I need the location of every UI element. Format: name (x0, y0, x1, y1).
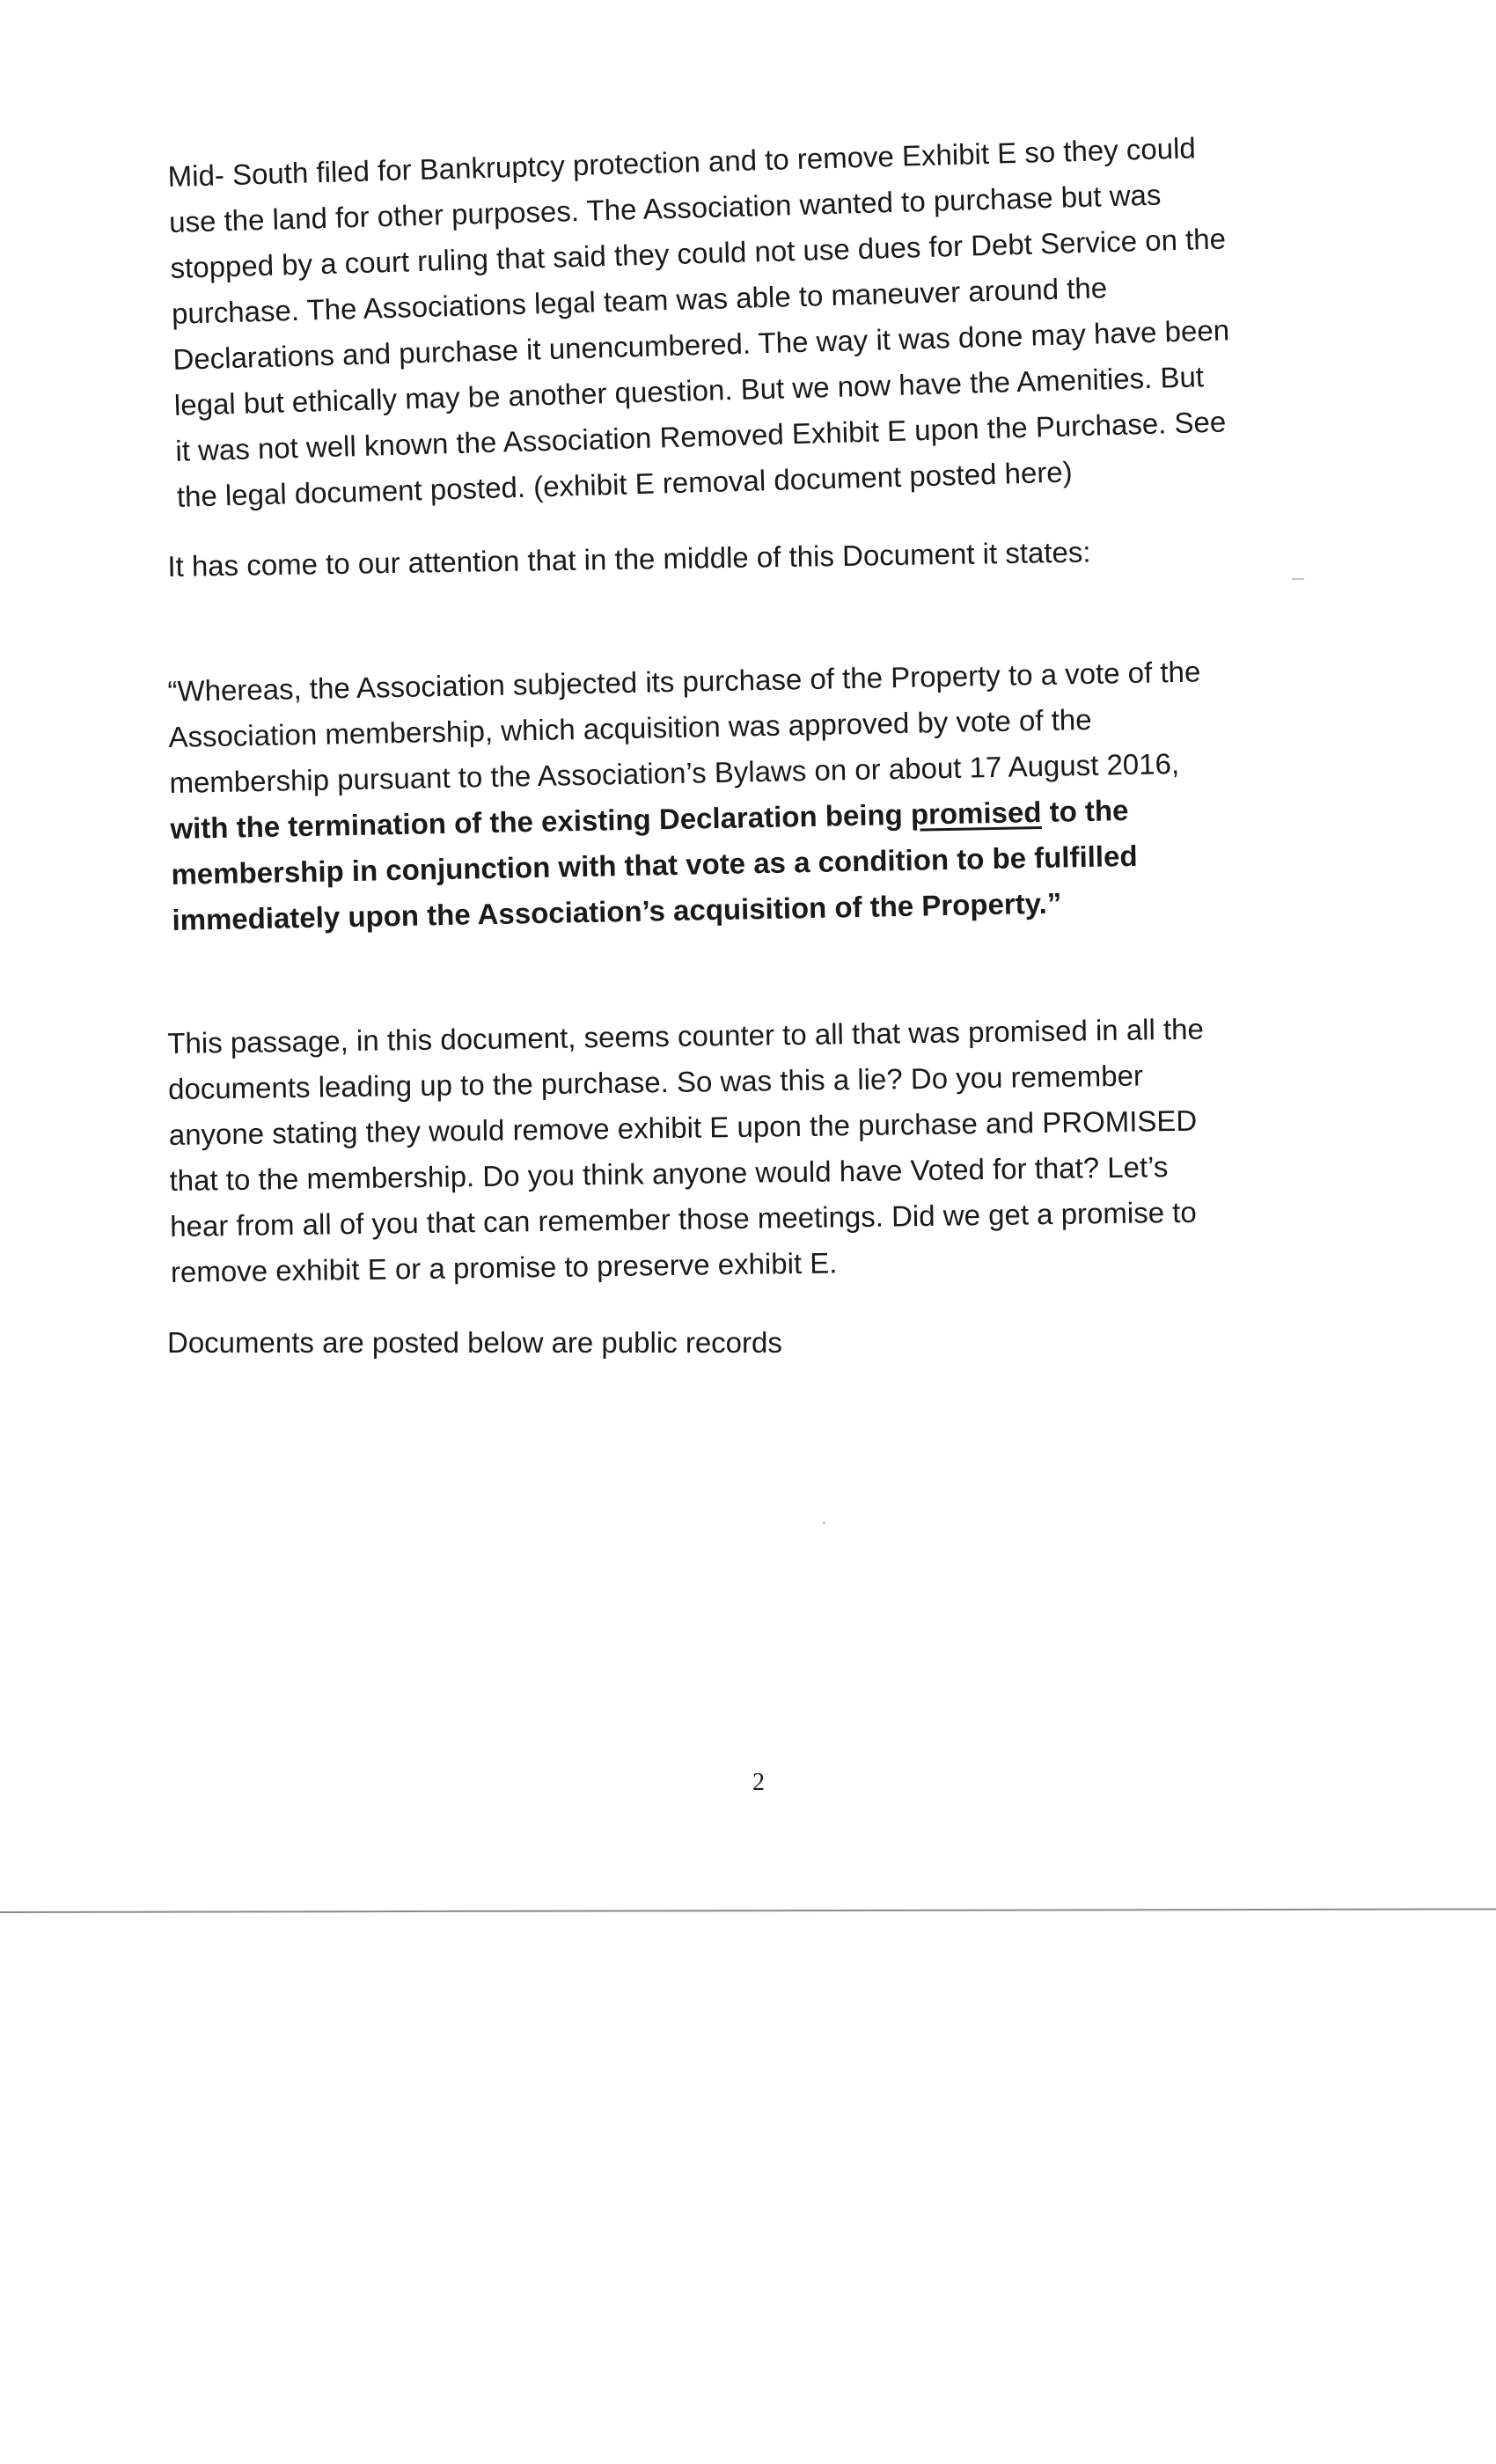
quote-bold-text: with the termination of the existing Declaration being (170, 797, 912, 845)
quote-line: membership pursuant to the Association’s Bylaws on or about 17 August 2016, (169, 746, 1180, 799)
scan-speck (1292, 578, 1304, 580)
text-line: legal but ethically may be another question. But we now have the Amenities. But (173, 360, 1205, 422)
scan-page-edge (0, 1908, 1496, 1913)
paragraph-bankruptcy (167, 121, 1347, 520)
text-line: remove exhibit E or a promise to preserve exhibit E. (170, 1246, 838, 1288)
text-line: Declarations and purchase it unencumbered. The way it was done may have been (172, 313, 1230, 376)
quote-bold-line: immediately upon the Association’s acquisition of the Property.” (172, 886, 1062, 936)
text-line: It has come to our attention that in the middle of this Document it states: (167, 535, 1091, 583)
text-line: Mid- South filed for Bankruptcy protection and to remove Exhibit E so they could (167, 131, 1197, 193)
paragraph-public-records (167, 1320, 1338, 1366)
paragraph-passage-counter (167, 1004, 1341, 1295)
promised-underlined-word: promised (910, 795, 1042, 831)
quoted-passage (167, 646, 1343, 942)
quote-line: Association membership, which acquisition was approved by vote of the (168, 702, 1092, 753)
page-number: 2 (752, 1769, 765, 1796)
paragraph-attention (167, 525, 1338, 590)
text-line: anyone stating they would remove exhibit E upon the purchase and PROMISED (168, 1104, 1198, 1151)
quote-bold-text: to the (1041, 794, 1129, 828)
text-line: Documents are posted below are public records (167, 1326, 782, 1359)
text-line: the legal document posted. (exhibit E removal document posted here) (176, 455, 1074, 513)
text-line: hear from all of you that can remember those meetings. Did we get a promise to (170, 1195, 1197, 1243)
text-line: use the land for other purposes. The Association wanted to purchase but was (168, 178, 1162, 238)
text-line: purchase. The Associations legal team was able to maneuver around the (171, 271, 1108, 330)
text-line: that to the membership. Do you think anyone would have Voted for that? Let’s (169, 1150, 1169, 1197)
quote-line: “Whereas, the Association subjected its purchase of the Property to a vote of the (167, 655, 1201, 708)
text-line: documents leading up to the purchase. So was this a lie? Do you remember (167, 1059, 1144, 1105)
text-line: This passage, in this document, seems counter to all that was promised in all the (167, 1012, 1205, 1060)
text-line: stopped by a court ruling that said they could not use dues for Debt Service on the (170, 222, 1227, 284)
scan-speck (823, 1522, 825, 1524)
quote-bold-line: membership in conjunction with that vote as a condition to be fulfilled (171, 839, 1138, 891)
text-line: it was not well known the Association Removed Exhibit E upon the Purchase. See (174, 405, 1227, 467)
